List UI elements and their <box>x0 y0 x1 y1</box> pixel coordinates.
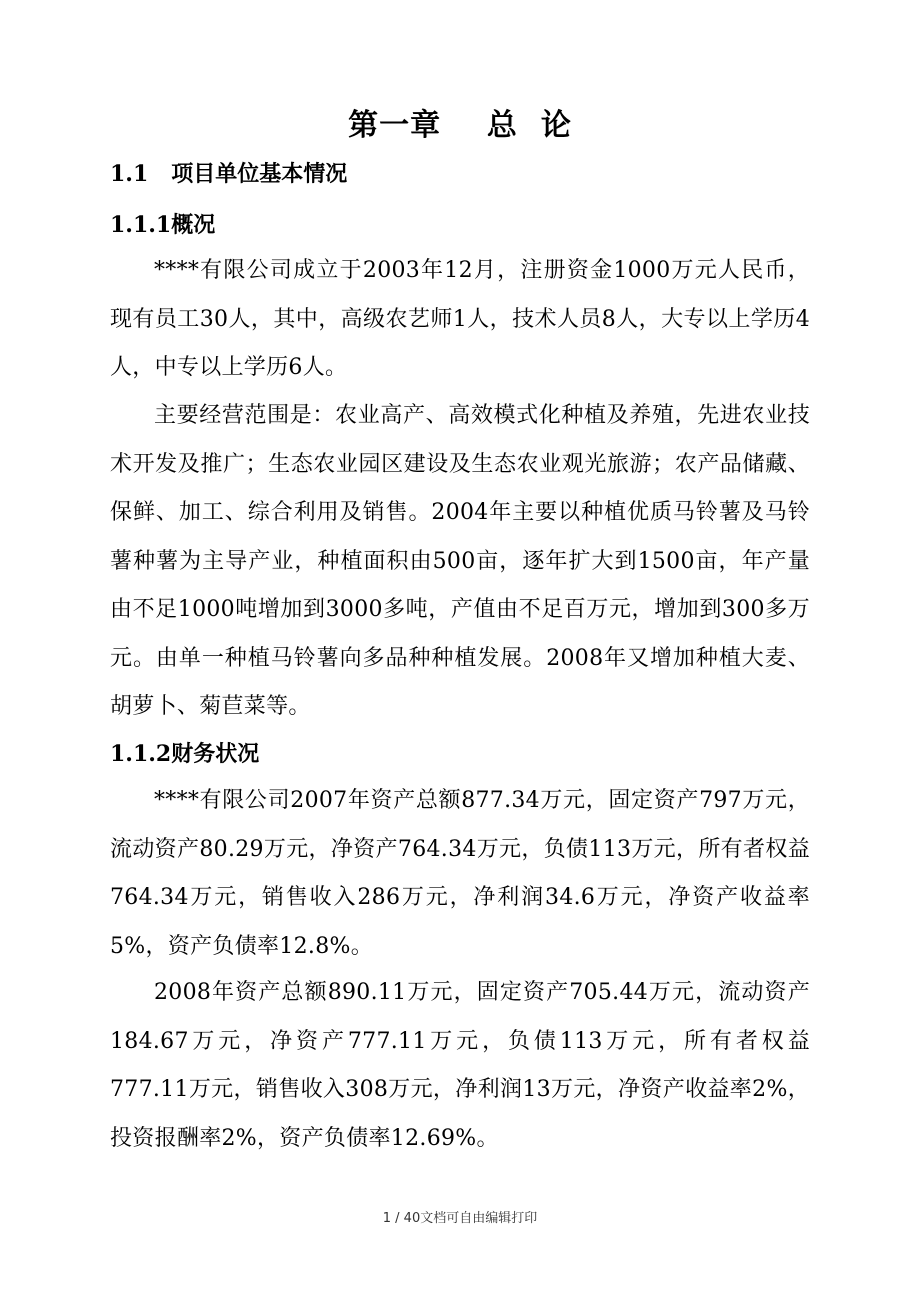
chapter-title: 第一章 总 论 <box>348 108 572 143</box>
finance-2007-paragraph: ****有限公司2007年资产总额877.34万元，固定资产797万元，流动资产80.29万元，净资产764.34万元，负债113万元，所有者权益764.34万元，销售收入286万元，净利润34.6万元，净资产收益率5%，资产负债率12.8%。 <box>110 788 810 959</box>
finance-2008-paragraph: 2008年资产总额890.11万元，固定资产705.44万元，流动资产184.67万元，净资产777.11万元，负债113万元，所有者权益777.11万元，销售收入308万元，净利润13万元，净资产收益率2%，投资报酬率2%，资产负债率12.69%。 <box>110 980 810 1151</box>
section-heading-1-1: 1.1 项目单位基本情况 <box>110 161 348 187</box>
section-heading-1-1-2: 1.1.2财务状况 <box>110 741 260 767</box>
section-heading-1-1-1: 1.1.1概况 <box>110 212 216 238</box>
business-scope-paragraph: 主要经营范围是：农业高产、高效模式化种植及养殖，先进农业技术开发及推广；生态农业园区建设及生态农业观光旅游；农产品储藏、保鲜、加工、综合利用及销售。2004年主要以种植优质马铃薯及马铃薯种薯为主导产业，种植面积由500亩，逐年扩大到1500亩，年产量由不足1000吨增加到3000多吨，产值由不足百万元，增加到300多万元。由单一种植马铃薯向多品种种植发展。2008年又增加种植大麦、胡萝卜、菊苣菜等。 <box>110 403 810 719</box>
page-footer: 1 / 40文档可自由编辑打印 <box>382 1211 538 1226</box>
overview-paragraph: ****有限公司成立于2003年12月，注册资金1000万元人民币，现有员工30人，其中，高级农艺师1人，技术人员8人，大专以上学历4人，中专以上学历6人。 <box>110 258 810 380</box>
